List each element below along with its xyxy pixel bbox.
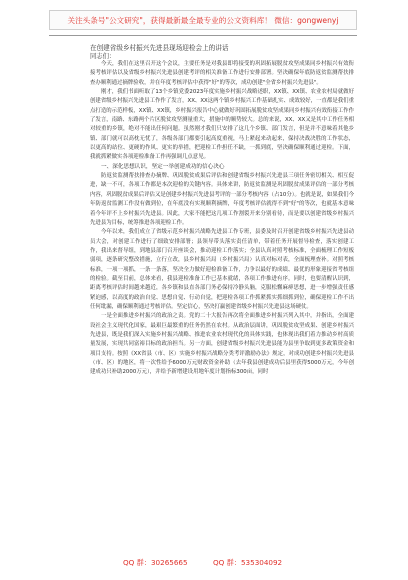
promo-banner[interactable]	[49, 10, 357, 30]
body-paragraph: 一是全面推进乡村振兴的政治之责。党的二十大报告再次将全面推进乡村振兴列入其中，并指出，全面建设社会主义现代化国家，最艰巨最繁重的任务仍然在农村。从政治层面讲，巩固脱贫攻坚成果、创建乡村振兴先进县，既是我们深入实施乡村振兴战略、推进农业农村现代化的具体实践，也体现出我们着力推动乡村高质量发展，实现共同富裕目标的政治担当。另一方面，创建省级乡村振兴先进县能为县里争取到更多政策资金和项目支持。按照《XX省县（市、区）实施乡村振兴战略分类考评激励办法》规定，对成功创建乡村振兴先进县（市、区）的地区，将一次性给予6000万元财政资金补助（去年我县创建成功后县里获得5000万元，今年创建成功只补助2000万元），并给予新增建设用地年度计划指标300亩，同时	[90, 313, 354, 376]
footer	[0, 558, 408, 572]
document-title: 在创建省级乡村振兴先进县现场迎检会上的讲话	[90, 44, 229, 52]
footer-qq-group-1: QQ 群：30265665	[123, 558, 188, 567]
body-paragraph: 今天，我们在这里召开这个会议，主要任务是对我县即将接受的巩固拓展脱贫攻坚成果同乡村振兴有效衔接考核评估以及省级乡村振兴先进县创建考评的相关准备工作进行安排部署。坚决确保年底防返贫监测帮扶排查办顺利通过摘牌验收，并在年度考核评估中获得"好"的等次，成功创建"全省乡村振兴先进县"。	[90, 61, 354, 86]
footer-qq-group-2: QQ 群：535304092	[213, 558, 283, 567]
document-body	[90, 60, 354, 378]
body-paragraph: 今年以来，我们成立了省级示范乡村振兴战略先进县工作专班，县委及时召开创建省级乡村振兴先进县动员大会，对创建工作进行了细致安排部署；县领导带头落实责任清单，带着任务开展督导检查，落实创建工作，我出来督导组，到地县部门召开座谈会，推动迎检工作落实；全县认真对照考核标准，全面梳理工作短板弱项，逐条研究整改措施，立行立改，县乡村振兴局（乡村振兴局）认真对标对表，全面梳理查补。对照考核标准，一项一项抓，一条一条落，坚决全力做好迎检准备工作，力争以最好的成绩、最优的形象迎接省考核组的检验。截至目前，总体来看，我县迎检准备工作已基本就绪，各项工作推进有序。同时，也要清醒认识到，距离考核评估时间越来越近，各乡镇和县直各部门务必保持冷静头脑，克服松懈麻痹思想，进一步增强责任感紧迫感，以高度的政治自觉、思想自觉、行动自觉，把迎检各项工作抓紧抓实抓细抓到位，确保迎检工作不出任何纰漏，确保顺利通过考核评估。坚定信心，坚决打赢创建省级乡村振兴先进县这场硬仗。	[90, 229, 354, 310]
promo-banner-text: 关注头条号"公文研究"，获得最新最全最专业的公文资料库！ 微信：gongwenyj	[67, 15, 339, 25]
section-heading: 一、深化思想认识，坚定一举创建成功的信心决心	[101, 163, 225, 170]
salutation: 同志们：	[90, 53, 116, 60]
body-paragraph: 刚才，我们书面听取了13个乡镇党委2023年度实施乡村振兴战略述职，XX镇、XX镇、农业农村局就做好创建省级乡村振兴先进县工作作了发言，XX、XX这两个镇乡村振兴工作基础扎实、成效较好，一直都是我们重点打造的示范样板，XX镇、XX镇，乡村振兴报告中心就做好巩固拓展脱贫攻坚成果同乡村振兴有效衔接工作作了发言，南路、东路两个片区脱贫攻坚测量重大，措施中的顺势较大。总的来说，XX、XX又是其中工作任务相对较重的乡镇，绝对不能出任何问题。虽然刚才我们只安排了这几个乡镇、部门发言，但是并不意味着其他乡镇、部门就可以高枕无忧了，各级各部门都要引起高度重视，马上紧起来动起来，保持决战决胜的工作状态，以更高的站位、更硬的作风、更实的举措，把迎检工作担任不缺，一抓到底，坚决确保顺利通过迎检。下面，我就抓紧做实各项迎检准备工作再强调几点意见。	[90, 89, 354, 161]
header-divider	[49, 35, 357, 36]
body-paragraph: 防返贫监测帮扶排查办摘牌、巩固脱贫成果后评估和创建省级乡村振兴先进县三项任务密切相关、相互促进，缺一不可，各项工作都是本次迎检的关键内容。具体来讲，防返贫监测是巩固脱贫成果评估的一部分考核内容，巩固脱贫成果后评估又是创建乡村振兴先进县考评的一部分考核内容（占10分）。也就是说，如果我们今年防返贫监测工作没有做到位，在年底没有实现顺利摘牌，年度考核评估就得不到"好"的等次，也就基本意味着今年评不上乡村振兴先进县。因此，大家不能把这几项工作割裂开来分别看待，而是要以创建省级乡村振兴先进县为目标，统筹推进各项迎检工作。	[90, 173, 354, 226]
